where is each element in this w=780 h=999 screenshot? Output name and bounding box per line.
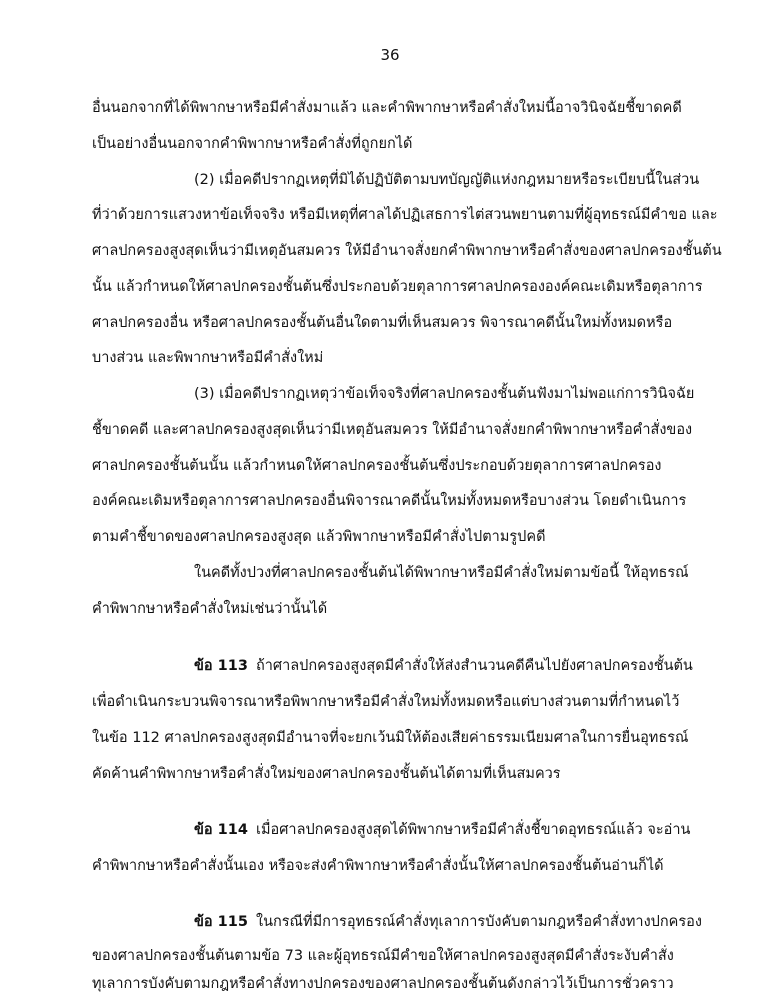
text-line: ศาลปกครองอื่น หรือศาลปกครองชั้นต้นอื่นใดตามที่เห็นสมควร พิจารณาคดีนั้นใหม่ทั้งหมดหรือ (92, 315, 673, 331)
text-line: เพื่อดำเนินกระบวนพิจารณาหรือพิพากษาหรือมีคำสั่งใหม่ทั้งหมดหรือแต่บางส่วนตามที่กำหนดไว้ (92, 694, 680, 710)
text-line: อื่นนอกจากที่ได้พิพากษาหรือมีคำสั่งมาแล้ว และคำพิพากษาหรือคำสั่งใหม่นี้อาจวินิจฉัยชี้ขาดคดี (92, 100, 682, 116)
text-line: ที่ว่าด้วยการแสวงหาข้อเท็จจริง หรือมีเหตุที่ศาลได้ปฏิเสธการไต่สวนพยานตามที่ผู้อุทธรณ์มีคำขอ และ (92, 207, 718, 223)
text-line: ศาลปกครองสูงสุดเห็นว่ามีเหตุอันสมควร ให้มีอำนาจสั่งยกคำพิพากษาหรือคำสั่งของศาลปกครองชั้นต้น (92, 243, 722, 259)
text-line: ทุเลาการบังคับตามกฎหรือคำสั่งทางปกครองของศาลปกครองชั้นต้นดังกล่าวไว้เป็นการชั่วคราว (92, 976, 674, 992)
text-line: ถ้าศาลปกครองสูงสุดมีคำสั่งให้ส่งสำนวนคดีคืนไปยังศาลปกครองชั้นต้น (256, 658, 693, 674)
text-line: ในข้อ 112 ศาลปกครองสูงสุดมีอำนาจที่จะยกเว้นมิให้ต้องเสียค่าธรรมเนียมศาลในการยื่นอุทธรณ์ (92, 730, 689, 746)
article-label: ข้อ 115 (194, 914, 248, 930)
text-line: (2) เมื่อคดีปรากฏเหตุที่มิได้ปฏิบัติตามบทบัญญัติแห่งกฎหมายหรือระเบียบนี้ในส่วน (194, 172, 700, 188)
text-line: นั้น แล้วกำหนดให้ศาลปกครองชั้นต้นซึ่งประกอบด้วยตุลาการศาลปกครององค์คณะเดิมหรือตุลาการ (92, 279, 703, 295)
text-line: ในกรณีที่มีการอุทธรณ์คำสั่งทุเลาการบังคับตามกฎหรือคำสั่งทางปกครอง (256, 914, 702, 930)
text-line: เมื่อศาลปกครองสูงสุดได้พิพากษาหรือมีคำสั่งชี้ขาดอุทธรณ์แล้ว จะอ่าน (256, 822, 691, 838)
text-line: องค์คณะเดิมหรือตุลาการศาลปกครองอื่นพิจารณาคดีนั้นใหม่ทั้งหมดหรือบางส่วน โดยดำเนินการ (92, 493, 687, 509)
page-number: 36 (380, 46, 400, 64)
text-line: คำพิพากษาหรือคำสั่งนั้นเอง หรือจะส่งคำพิพากษาหรือคำสั่งนั้นให้ศาลปกครองชั้นต้นอ่านก็ได้ (92, 858, 664, 874)
text-line: บางส่วน และพิพากษาหรือมีคำสั่งใหม่ (92, 350, 324, 366)
text-line: คำพิพากษาหรือคำสั่งใหม่เช่นว่านั้นได้ (92, 601, 328, 617)
text-line: ของศาลปกครองชั้นต้นตามข้อ 73 และผู้อุทธรณ์มีคำขอให้ศาลปกครองสูงสุดมีคำสั่งระงับคำสั่ง (92, 948, 674, 964)
text-line: ตามคำชี้ขาดของศาลปกครองสูงสุด แล้วพิพากษาหรือมีคำสั่งไปตามรูปคดี (92, 529, 546, 545)
text-line: ศาลปกครองชั้นต้นนั้น แล้วกำหนดให้ศาลปกครองชั้นต้นซึ่งประกอบด้วยตุลาการศาลปกครอง (92, 458, 662, 474)
text-line: ชี้ขาดคดี และศาลปกครองสูงสุดเห็นว่ามีเหตุอันสมควร ให้มีอำนาจสั่งยกคำพิพากษาหรือคำสั่งของ (92, 422, 693, 438)
text-line: คัดค้านคำพิพากษาหรือคำสั่งใหม่ของศาลปกครองชั้นต้นได้ตามที่เห็นสมควร (92, 766, 561, 782)
article-label: ข้อ 114 (194, 822, 248, 838)
text-line: (3) เมื่อคดีปรากฏเหตุว่าข้อเท็จจริงที่ศาลปกครองชั้นต้นฟังมาไม่พอแก่การวินิจฉัย (194, 386, 695, 402)
article-label: ข้อ 113 (194, 658, 248, 674)
text-line: ในคดีทั้งปวงที่ศาลปกครองชั้นต้นได้พิพากษาหรือมีคำสั่งใหม่ตามข้อนี้ ให้อุทธรณ์ (194, 565, 689, 581)
text-line: เป็นอย่างอื่นนอกจากคำพิพากษาหรือคำสั่งที่ถูกยกได้ (92, 136, 413, 152)
